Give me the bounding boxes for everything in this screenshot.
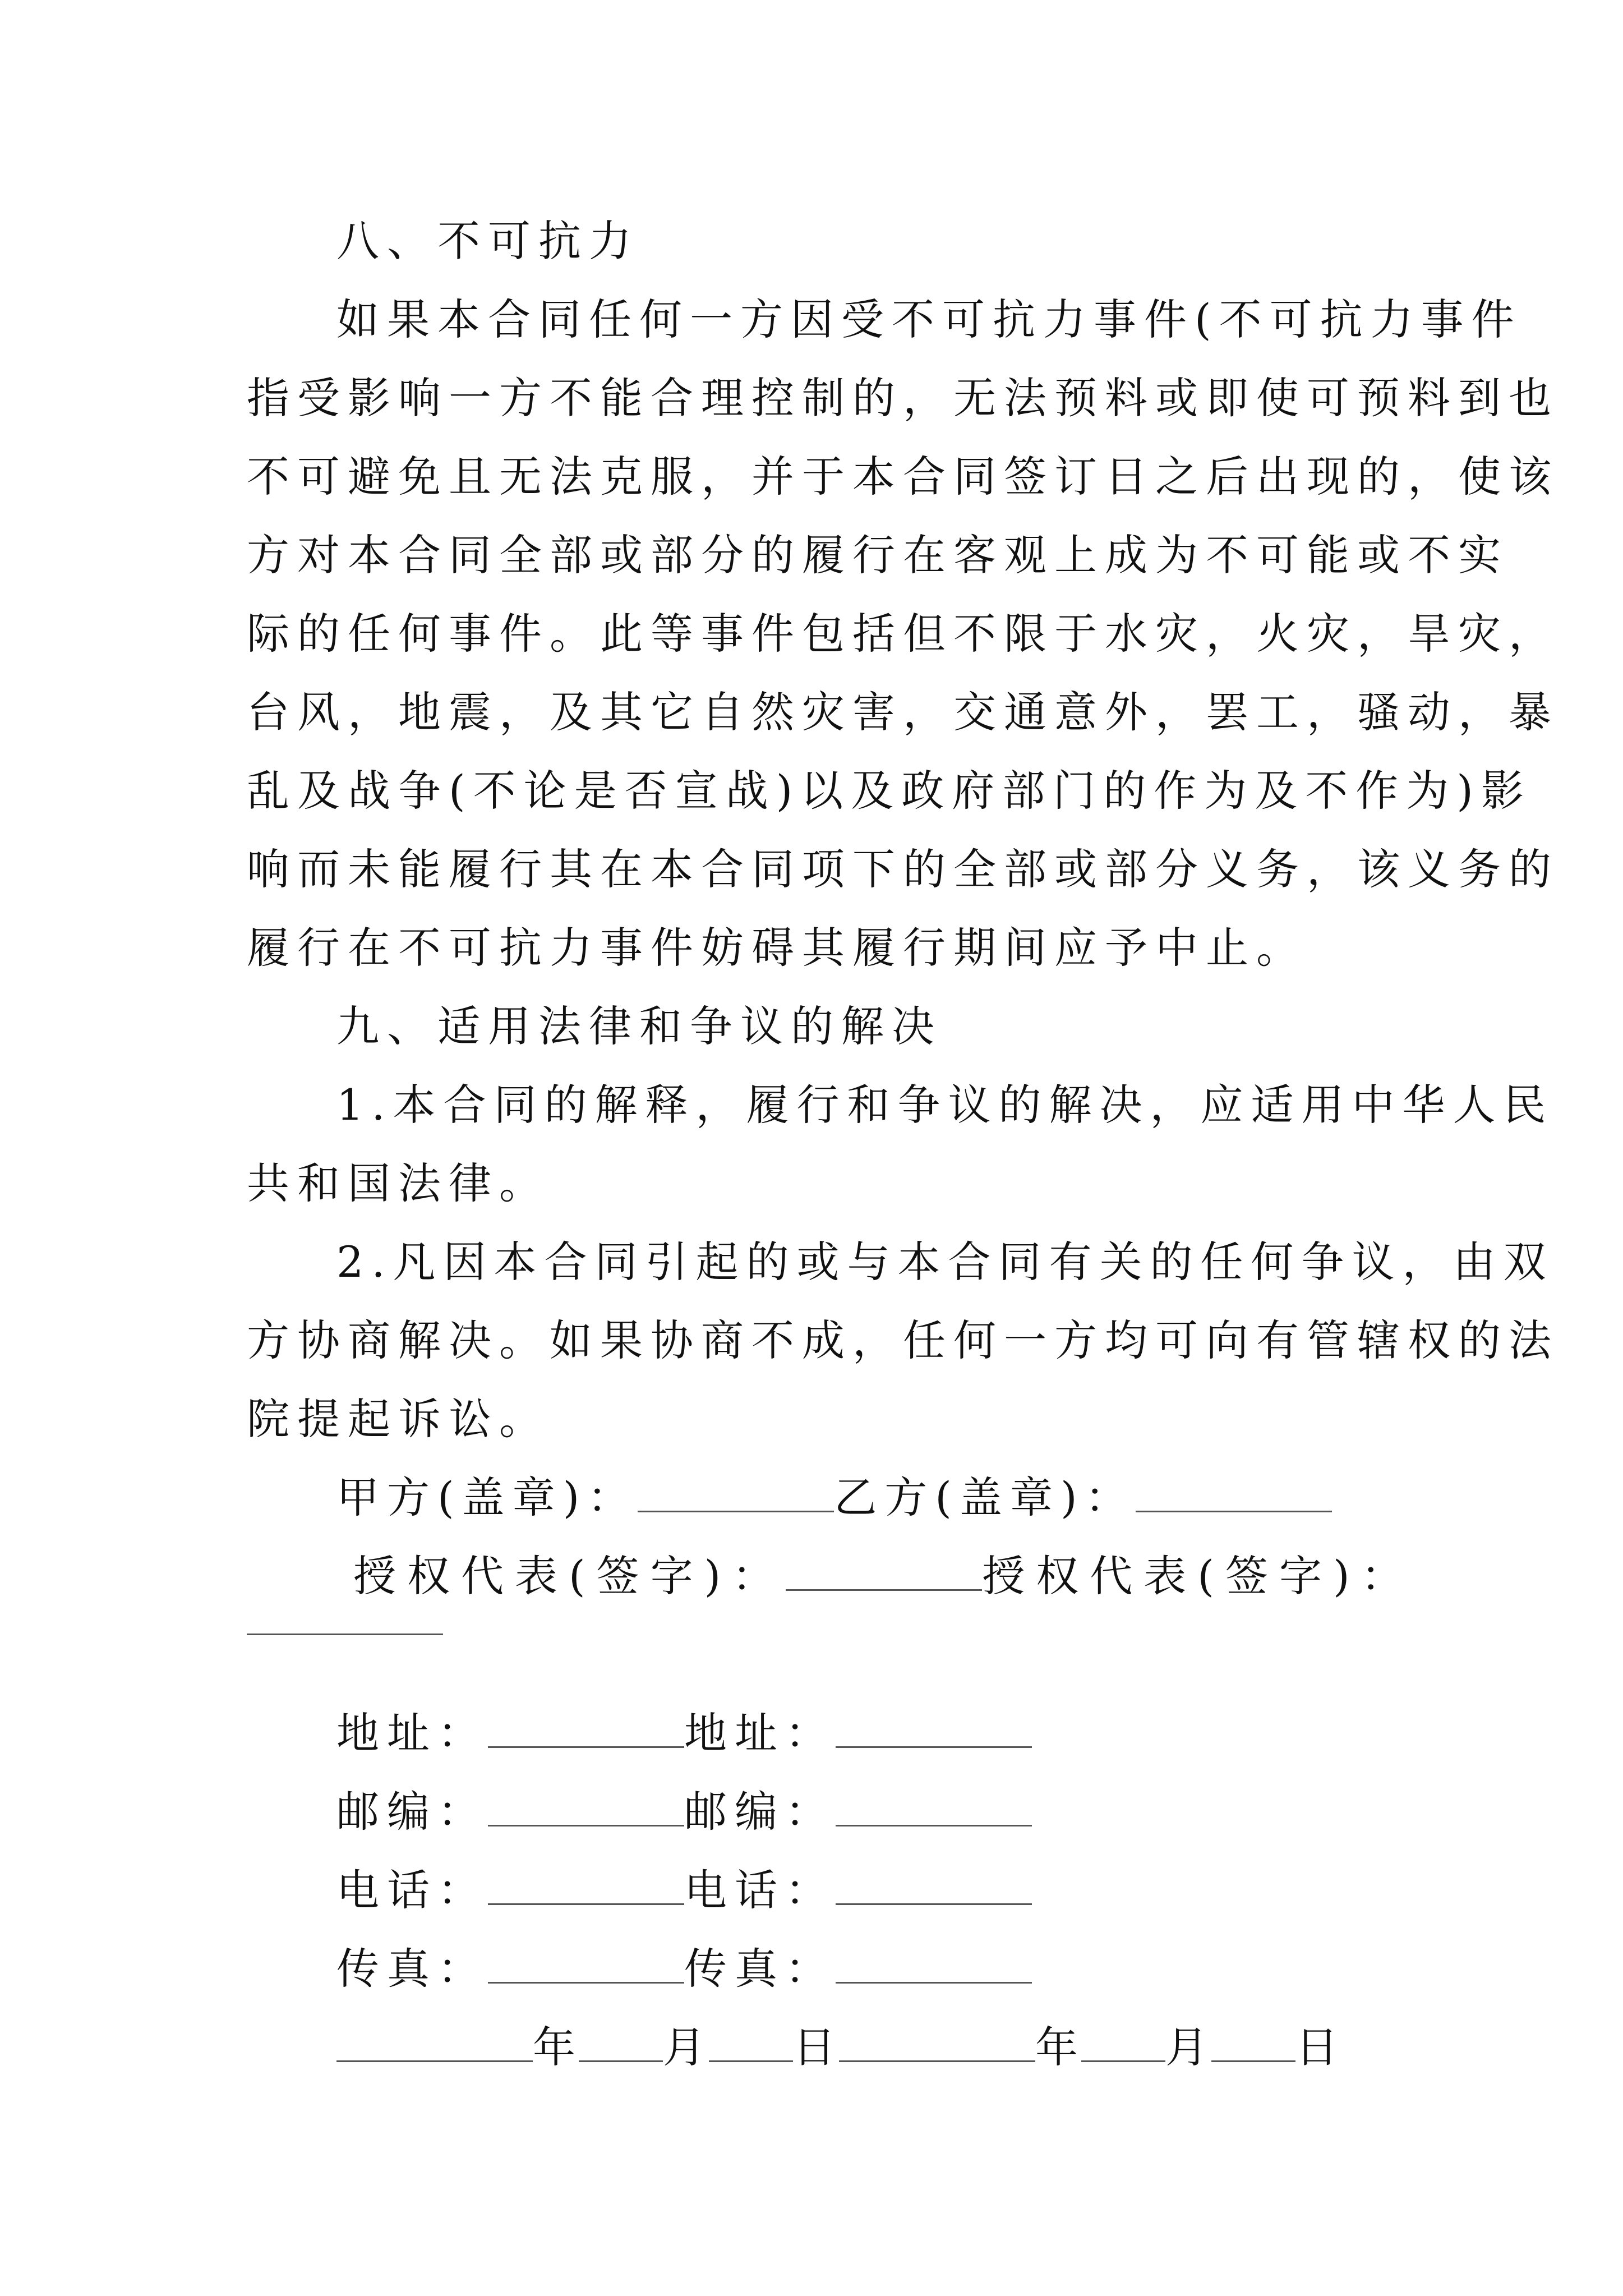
section-8-line-2: 指受影响一方不能合理控制的，无法预料或即使可预料到也	[247, 373, 1559, 423]
party-b-year-label: 年	[1035, 2022, 1081, 2072]
party-b-rep-label: 授权代表(签字)：	[982, 1551, 1415, 1601]
party-b-year-blank	[839, 2027, 1035, 2062]
party-a-fax-label: 传真：	[336, 1944, 488, 1994]
date-row	[336, 2022, 1492, 2072]
section-8-line-9: 履行在不可抗力事件妨碍其履行期间应予中止。	[247, 923, 1307, 973]
section-8-heading: 八、不可抗力	[336, 216, 639, 266]
party-b-fax-label: 传真：	[684, 1944, 836, 1994]
section-8-line-4: 方对本合同全部或部分的履行在客观上成为不可能或不实	[247, 530, 1509, 580]
postcode-row	[336, 1787, 1492, 1837]
party-a-fax-blank	[488, 1948, 684, 1984]
section-9-item1-line-1: 1.本合同的解释，履行和争议的解决，应适用中华人民	[336, 1080, 1554, 1130]
party-b-phone-blank	[836, 1870, 1032, 1905]
party-a-phone-blank	[488, 1870, 684, 1905]
party-b-day-label: 日	[1295, 2022, 1341, 2072]
party-b-fax-blank	[836, 1948, 1032, 1984]
section-8-line-1: 如果本合同任何一方因受不可抗力事件(不可抗力事件	[336, 295, 1522, 344]
section-8-line-7: 乱及战争(不论是否宣战)以及政府部门的作为及不作为)影	[247, 766, 1532, 816]
section-8-line-3: 不可避免且无法克服，并于本合同签订日之后出现的，使该	[247, 452, 1559, 501]
section-8-line-5: 际的任何事件。此等事件包括但不限于水灾，火灾，旱灾，	[247, 609, 1559, 659]
party-a-rep-blank	[786, 1556, 982, 1591]
party-a-seal-label: 甲方(盖章)：	[336, 1473, 638, 1522]
party-a-year-label: 年	[533, 2022, 579, 2072]
party-a-month-blank	[579, 2027, 663, 2062]
address-row	[336, 1708, 1492, 1758]
party-b-address-blank	[836, 1713, 1032, 1748]
section-8-line-6: 台风，地震，及其它自然灾害，交通意外，罢工，骚动，暴	[247, 687, 1559, 737]
party-b-seal-blank	[1136, 1477, 1332, 1512]
party-a-day-label: 日	[793, 2022, 839, 2072]
section-9-item2-line-3: 院提起诉讼。	[247, 1394, 550, 1444]
section-9-item1-line-2: 共和国法律。	[247, 1158, 550, 1208]
party-b-month-label: 月	[1165, 2022, 1211, 2072]
section-9-item2-line-1: 2.凡因本合同引起的或与本合同有关的任何争议，由双	[336, 1237, 1554, 1287]
party-a-postcode-label: 邮编：	[336, 1787, 488, 1837]
party-b-rep-blank	[247, 1634, 443, 1635]
representative-row	[353, 1551, 1509, 1601]
seal-row	[336, 1473, 1492, 1522]
fax-row	[336, 1944, 1492, 1994]
party-a-address-blank	[488, 1713, 684, 1748]
party-a-seal-blank	[638, 1477, 834, 1512]
section-8-line-8: 响而未能履行其在本合同项下的全部或部分义务，该义务的	[247, 844, 1559, 894]
party-b-phone-label: 电话：	[684, 1865, 836, 1915]
party-a-rep-label: 授权代表(签字)：	[353, 1551, 786, 1601]
party-a-address-label: 地址：	[336, 1708, 488, 1758]
party-b-postcode-label: 邮编：	[684, 1787, 836, 1837]
phone-row	[336, 1865, 1492, 1915]
party-b-month-blank	[1081, 2027, 1165, 2062]
party-a-day-blank	[709, 2027, 793, 2062]
section-9-heading: 九、适用法律和争议的解决	[336, 1001, 942, 1051]
party-b-day-blank	[1211, 2027, 1295, 2062]
party-b-seal-label: 乙方(盖章)：	[834, 1473, 1136, 1522]
section-9-item2-line-2: 方协商解决。如果协商不成，任何一方均可向有管辖权的法	[247, 1315, 1559, 1365]
party-b-postcode-blank	[836, 1791, 1032, 1826]
party-a-phone-label: 电话：	[336, 1865, 488, 1915]
party-a-year-blank	[336, 2027, 533, 2062]
party-a-postcode-blank	[488, 1791, 684, 1826]
party-a-month-label: 月	[663, 2022, 709, 2072]
party-b-address-label: 地址：	[684, 1708, 836, 1758]
